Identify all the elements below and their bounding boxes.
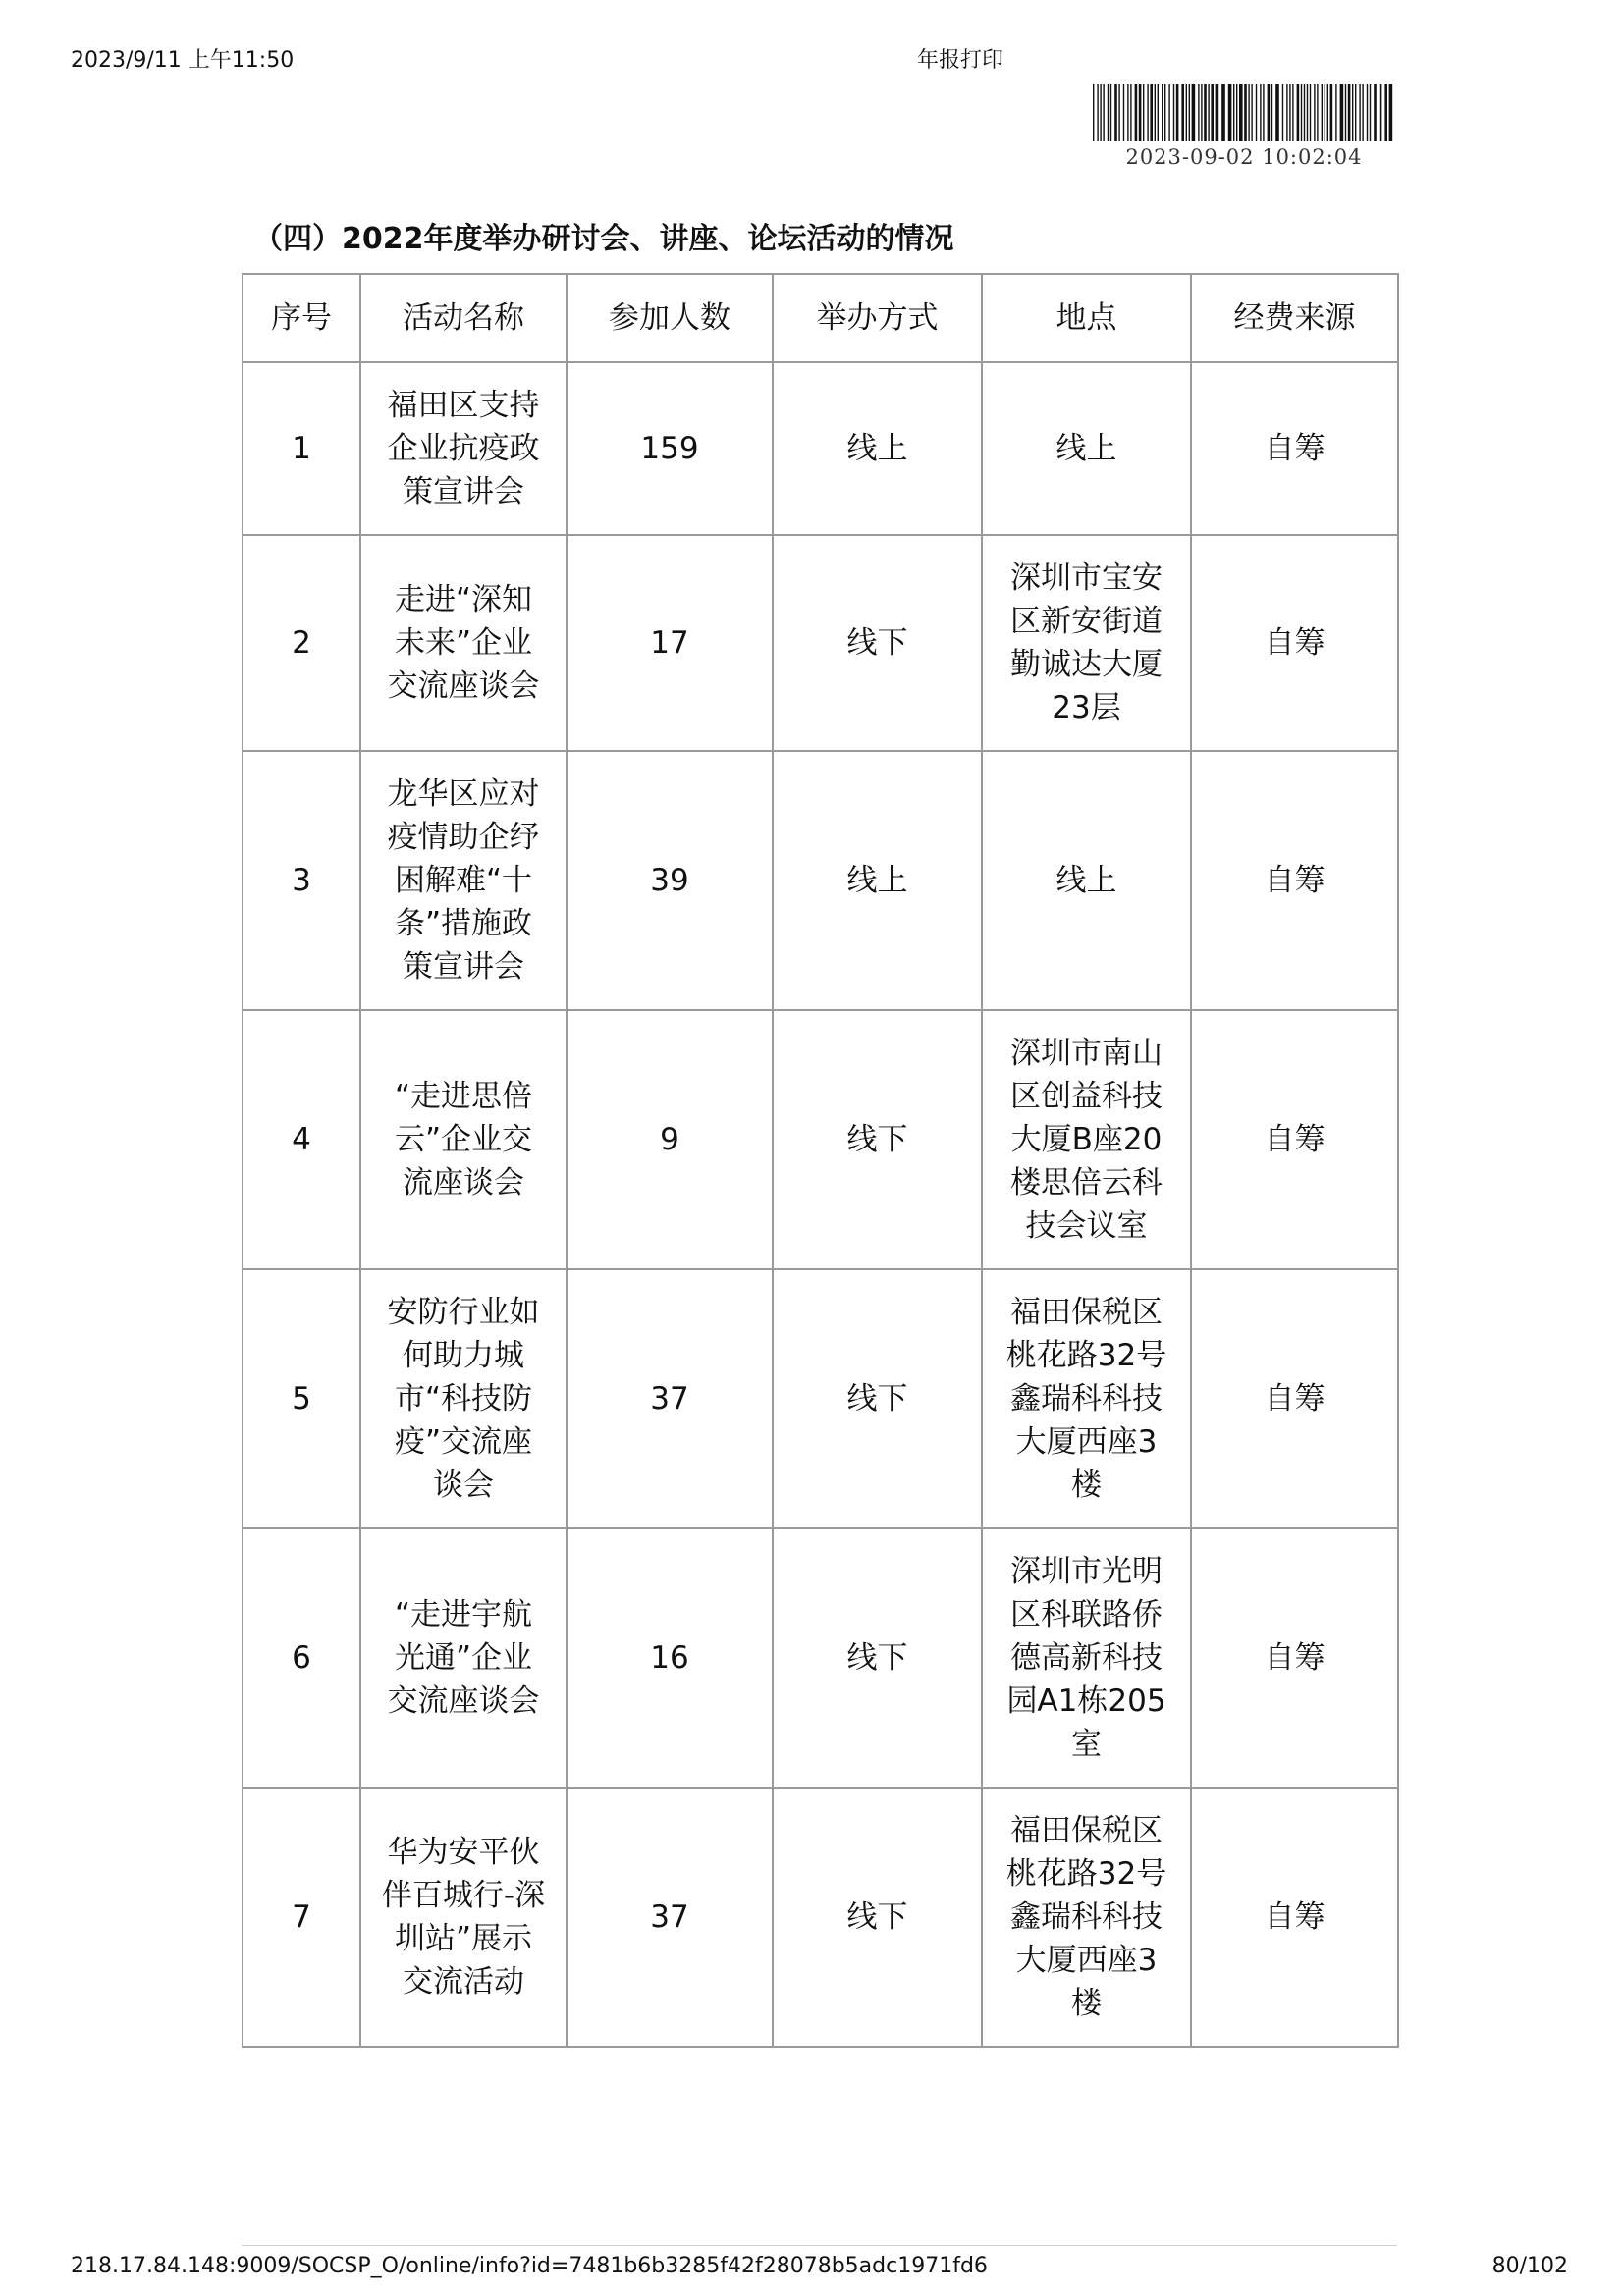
cell-index: 5 bbox=[243, 1269, 360, 1528]
cell-activity-name: 福田区支持企业抗疫政策宣讲会 bbox=[360, 362, 567, 535]
cell-format: 线下 bbox=[773, 1269, 982, 1528]
footer-url: 218.17.84.148:9009/SOCSP_O/online/info?id=7481b6b3285f42f28078b5adc1971fd6 bbox=[71, 2254, 988, 2278]
cell-participants: 37 bbox=[567, 1269, 773, 1528]
table-row bbox=[243, 1269, 1398, 1528]
header-funding: 经费来源 bbox=[1191, 274, 1398, 362]
cell-activity-name: “走进思倍云”企业交流座谈会 bbox=[360, 1010, 567, 1269]
cell-format: 线下 bbox=[773, 1010, 982, 1269]
cell-funding: 自筹 bbox=[1191, 751, 1398, 1010]
cell-funding: 自筹 bbox=[1191, 1269, 1398, 1528]
cell-format: 线上 bbox=[773, 362, 982, 535]
cell-participants: 37 bbox=[567, 1788, 773, 2047]
cell-participants: 159 bbox=[567, 362, 773, 535]
cell-activity-name: “走进宇航光通”企业交流座谈会 bbox=[360, 1528, 567, 1788]
cell-format: 线下 bbox=[773, 535, 982, 751]
header-activity-name: 活动名称 bbox=[360, 274, 567, 362]
cell-location: 线上 bbox=[982, 362, 1191, 535]
table-row bbox=[243, 1788, 1398, 2047]
cell-participants: 39 bbox=[567, 751, 773, 1010]
cell-index: 4 bbox=[243, 1010, 360, 1269]
cell-location: 深圳市光明区科联路侨德高新科技园A1栋205室 bbox=[982, 1528, 1191, 1788]
cell-index: 7 bbox=[243, 1788, 360, 2047]
barcode bbox=[1093, 84, 1395, 141]
cell-format: 线下 bbox=[773, 1788, 982, 2047]
cell-index: 3 bbox=[243, 751, 360, 1010]
activities-table bbox=[242, 273, 1399, 2048]
cell-location: 线上 bbox=[982, 751, 1191, 1010]
table-header-row bbox=[243, 274, 1398, 362]
section-title: （四）2022年度举办研讨会、讲座、论坛活动的情况 bbox=[253, 222, 954, 256]
cell-funding: 自筹 bbox=[1191, 1788, 1398, 2047]
cell-format: 线下 bbox=[773, 1528, 982, 1788]
barcode-timestamp: 2023-09-02 10:02:04 bbox=[1125, 145, 1363, 169]
print-title: 年报打印 bbox=[917, 48, 1004, 73]
print-datetime: 2023/9/11 上午11:50 bbox=[71, 48, 295, 73]
table-row bbox=[243, 362, 1398, 535]
table-row bbox=[243, 1010, 1398, 1269]
cell-participants: 9 bbox=[567, 1010, 773, 1269]
header-format: 举办方式 bbox=[773, 274, 982, 362]
cell-funding: 自筹 bbox=[1191, 1528, 1398, 1788]
cell-index: 6 bbox=[243, 1528, 360, 1788]
cell-activity-name: 华为安平伙伴百城行-深圳站”展示交流活动 bbox=[360, 1788, 567, 2047]
footer-divider bbox=[242, 2245, 1397, 2246]
cell-location: 深圳市宝安区新安街道勤诚达大厦23层 bbox=[982, 535, 1191, 751]
table-row bbox=[243, 1528, 1398, 1788]
cell-activity-name: 龙华区应对疫情助企纾困解难“十条”措施政策宣讲会 bbox=[360, 751, 567, 1010]
cell-location: 福田保税区桃花路32号鑫瑞科科技大厦西座3楼 bbox=[982, 1269, 1191, 1528]
cell-location: 深圳市南山区创益科技大厦B座20楼思倍云科技会议室 bbox=[982, 1010, 1191, 1269]
cell-activity-name: 安防行业如何助力城市“科技防疫”交流座谈会 bbox=[360, 1269, 567, 1528]
footer-page-number: 80/102 bbox=[1491, 2254, 1568, 2278]
cell-funding: 自筹 bbox=[1191, 1010, 1398, 1269]
cell-format: 线上 bbox=[773, 751, 982, 1010]
header-participants: 参加人数 bbox=[567, 274, 773, 362]
cell-location: 福田保税区桃花路32号鑫瑞科科技大厦西座3楼 bbox=[982, 1788, 1191, 2047]
cell-funding: 自筹 bbox=[1191, 362, 1398, 535]
cell-participants: 16 bbox=[567, 1528, 773, 1788]
table-row bbox=[243, 535, 1398, 751]
table-row bbox=[243, 751, 1398, 1010]
cell-funding: 自筹 bbox=[1191, 535, 1398, 751]
cell-index: 2 bbox=[243, 535, 360, 751]
header-index: 序号 bbox=[243, 274, 360, 362]
cell-participants: 17 bbox=[567, 535, 773, 751]
header-location: 地点 bbox=[982, 274, 1191, 362]
cell-activity-name: 走进“深知未来”企业交流座谈会 bbox=[360, 535, 567, 751]
cell-index: 1 bbox=[243, 362, 360, 535]
